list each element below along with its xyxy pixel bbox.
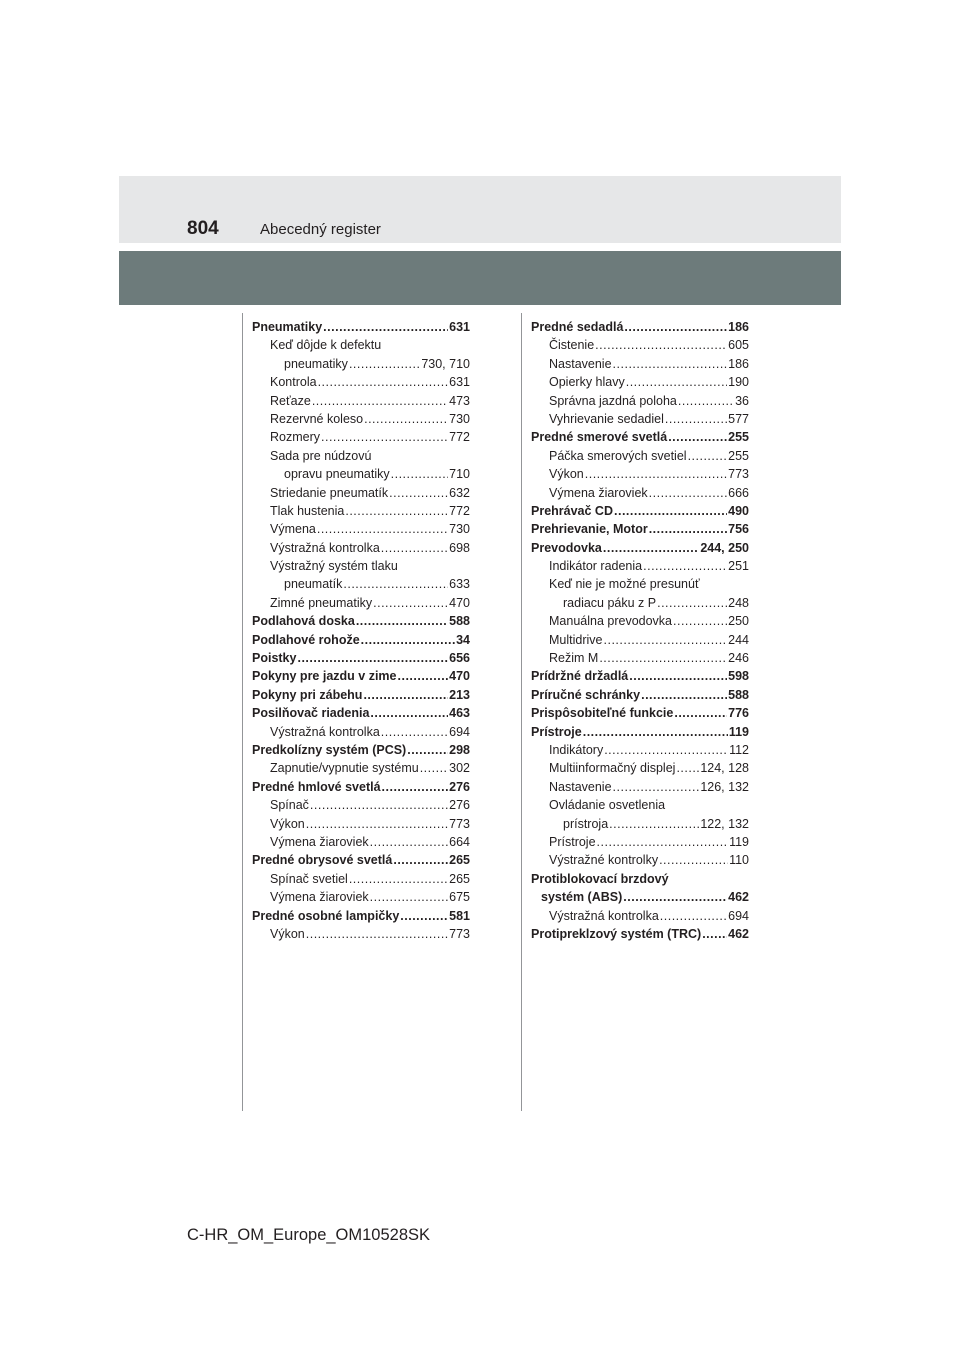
index-entry-term: Výkon	[270, 926, 305, 941]
index-entry-term: Spínač svetiel	[270, 871, 348, 886]
index-entry-leader	[398, 667, 449, 685]
index-entry-leader	[349, 870, 448, 888]
index-entry-page: 773	[449, 816, 470, 831]
index-entry-leader	[657, 594, 727, 612]
index-entry-leader	[391, 465, 449, 483]
index-entry-term: Výmena	[270, 522, 316, 537]
index-entry-leader	[310, 796, 448, 814]
index-entry-page: 119	[729, 834, 749, 849]
index-entry	[252, 465, 470, 483]
index-entry-leader	[420, 759, 448, 777]
index-entry-term: Príručné schránky	[531, 687, 641, 702]
index-entry-page: 119	[728, 724, 749, 739]
index-entry	[531, 520, 749, 538]
index-entry	[252, 778, 470, 796]
index-entry-term: Výmena žiaroviek	[270, 890, 369, 905]
index-entry	[252, 649, 470, 667]
index-entry	[252, 796, 470, 814]
index-column-right	[531, 318, 749, 943]
index-entry-leader	[321, 428, 448, 446]
index-entry-leader	[649, 520, 727, 538]
index-entry-leader	[393, 851, 448, 869]
index-entry	[252, 484, 470, 502]
index-entry	[252, 336, 470, 354]
index-entry-leader	[626, 373, 727, 391]
index-entry-leader	[613, 355, 728, 373]
index-entry-leader	[345, 502, 448, 520]
index-entry	[531, 484, 749, 502]
index-entry	[252, 815, 470, 833]
index-entry-page: 698	[449, 540, 470, 555]
index-entry-term: Výstražný systém tlaku	[270, 559, 398, 574]
index-entry-leader	[361, 631, 455, 649]
index-entry-term: Reťaze	[270, 393, 311, 408]
index-entry-term: pneumatík	[284, 577, 343, 592]
index-entry-page: 675	[449, 890, 470, 905]
index-entry-page: 276	[449, 779, 470, 794]
index-entry	[252, 925, 470, 943]
index-entry-term: Indikátory	[549, 742, 604, 757]
index-entry-page: 251	[728, 559, 749, 574]
index-entry-leader	[389, 484, 448, 502]
index-entry	[531, 502, 749, 520]
index-entry-term: Sada pre núdzovú	[270, 448, 372, 463]
index-entry	[531, 410, 749, 428]
index-entry	[252, 667, 470, 685]
index-entry-leader	[349, 355, 420, 373]
index-entry-leader	[381, 723, 448, 741]
index-entry-leader	[370, 888, 448, 906]
index-entry	[252, 392, 470, 410]
index-entry-term: Multiinformačný displej	[549, 761, 676, 776]
index-entry	[252, 502, 470, 520]
index-entry-page: 110	[729, 853, 749, 868]
index-entry-page: 632	[449, 485, 470, 500]
index-entry-term: Rozmery	[270, 430, 321, 445]
index-entry-page: 34	[456, 632, 470, 647]
index-entry-leader	[613, 778, 700, 796]
index-entry-term: Výstražné kontrolky	[549, 853, 659, 868]
left-column-rule	[242, 313, 243, 1111]
index-entry-term: Režim M	[549, 651, 599, 666]
index-column-left	[252, 318, 470, 943]
index-entry	[252, 318, 470, 336]
index-entry-term: Zimné pneumatiky	[270, 595, 373, 610]
header-band	[119, 176, 841, 243]
index-entry-page: 581	[449, 908, 470, 923]
index-entry-page: 730	[449, 411, 470, 426]
index-entry-page: 255	[728, 430, 749, 445]
index-entry	[252, 557, 470, 575]
index-entry-leader	[599, 649, 727, 667]
index-entry	[252, 704, 470, 722]
index-entry-page: 666	[728, 485, 749, 500]
index-entry	[531, 723, 749, 741]
index-entry-term: Podlahová doska	[252, 614, 355, 629]
index-entry-leader	[614, 502, 727, 520]
index-entry-term: Nastavenie	[549, 356, 612, 371]
index-entry-term: Pneumatiky	[252, 320, 323, 334]
index-entry-leader	[688, 447, 728, 465]
section-title: Abecedný register	[260, 221, 381, 238]
index-entry-page: 664	[449, 834, 470, 849]
index-entry-page: 756	[728, 522, 749, 537]
index-entry-leader	[604, 741, 728, 759]
index-entry-page: 490	[728, 503, 749, 518]
index-entry	[531, 778, 749, 796]
index-entry	[531, 907, 749, 925]
index-entry	[531, 392, 749, 410]
index-entry-leader	[407, 741, 448, 759]
footer-doc-id: C-HR_OM_Europe_OM10528SK	[187, 1226, 431, 1244]
index-entry	[252, 612, 470, 630]
index-entry-leader	[370, 704, 448, 722]
index-entry-leader	[641, 686, 727, 704]
index-entry-page: 462	[728, 890, 749, 905]
index-entry-page: 36	[735, 393, 749, 408]
index-entry-page: 633	[449, 577, 470, 592]
index-entry-leader	[674, 704, 727, 722]
index-entry-leader	[364, 410, 448, 428]
index-entry-leader	[623, 888, 727, 906]
index-entry-page: 276	[449, 798, 470, 813]
index-entry	[531, 851, 749, 869]
index-entry	[252, 373, 470, 391]
index-entry-page: 710	[449, 467, 470, 482]
index-entry	[252, 907, 470, 925]
index-entry-leader	[624, 318, 727, 336]
index-entry-page: 605	[728, 338, 749, 353]
index-entry	[531, 539, 749, 557]
index-entry-page: 577	[728, 411, 749, 426]
index-entry-leader	[318, 373, 449, 391]
index-entry	[252, 741, 470, 759]
index-entry	[531, 925, 749, 943]
index-entry-leader	[583, 723, 728, 741]
index-entry-term: Predné hmlové svetlá	[252, 779, 381, 794]
index-entry	[531, 759, 749, 777]
index-entry-term: Prehrievanie, Motor	[531, 522, 648, 537]
index-entry-leader	[676, 759, 699, 777]
index-entry-page: 772	[449, 430, 470, 445]
index-entry-term: systém (ABS)	[541, 890, 623, 905]
index-entry-leader	[585, 465, 727, 483]
index-entry-page: 470	[449, 669, 470, 684]
index-entry	[252, 870, 470, 888]
index-entry-term: Tlak hustenia	[270, 503, 345, 518]
index-entry	[252, 888, 470, 906]
index-entry-page: 463	[449, 706, 470, 721]
index-entry	[252, 520, 470, 538]
index-entry-leader	[381, 539, 448, 557]
index-entry-page: 730	[449, 522, 470, 537]
index-entry	[531, 741, 749, 759]
index-entry	[531, 888, 749, 906]
index-entry	[252, 410, 470, 428]
index-entry	[531, 318, 749, 336]
index-entry-page: 776	[728, 706, 749, 721]
index-entry	[252, 686, 470, 704]
index-entry-page: 302	[449, 761, 470, 776]
index-entry	[252, 833, 470, 851]
index-entry-term: Zapnutie/vypnutie systému	[270, 761, 419, 776]
index-entry-term: prístroja	[563, 816, 609, 831]
index-entry-page: 473	[449, 393, 470, 408]
index-entry-leader	[649, 484, 727, 502]
index-entry-page: 631	[449, 375, 470, 390]
index-entry	[531, 557, 749, 575]
index-entry-term: Multidrive	[549, 632, 603, 647]
index-entry	[531, 594, 749, 612]
index-entry-term: Výmena žiaroviek	[549, 485, 648, 500]
index-entry	[531, 428, 749, 446]
index-entry-page: 265	[449, 853, 470, 868]
index-entry	[531, 336, 749, 354]
index-entry-leader	[609, 815, 699, 833]
index-entry-term: Pokyny pre jazdu v zime	[252, 669, 397, 684]
index-entry-term: Predkolízny systém (PCS)	[252, 742, 407, 757]
index-entry-term: Výmena žiaroviek	[270, 834, 369, 849]
index-entry-term: Protipreklzový systém (TRC)	[531, 926, 702, 941]
index-entry-page: 246	[728, 651, 749, 666]
index-entry-term: Prehrávač CD	[531, 503, 613, 518]
index-entry	[531, 870, 749, 888]
index-entry-leader	[317, 520, 448, 538]
index-entry-page: 244	[728, 632, 749, 647]
index-entry-page: 598	[728, 669, 749, 684]
index-entry-term: Protiblokovací brzdový	[531, 871, 669, 886]
index-entry-leader	[323, 318, 448, 336]
index-entry-leader	[702, 925, 727, 943]
index-entry-term: Keď dôjde k defektu	[270, 338, 382, 353]
index-entry-term: Kontrola	[270, 375, 317, 390]
index-entry-leader	[668, 428, 727, 446]
index-entry	[252, 539, 470, 557]
index-entry-term: Prevodovka	[531, 540, 602, 555]
index-entry-leader	[297, 649, 448, 667]
index-entry-page: 122, 132	[700, 816, 749, 831]
index-entry-term: Ovládanie osvetlenia	[549, 798, 666, 813]
index-entry-leader	[659, 851, 728, 869]
index-entry-term: Predné smerové svetlá	[531, 430, 668, 445]
index-entry-leader	[356, 612, 448, 630]
index-entry-term: Prispôsobiteľné funkcie	[531, 706, 674, 721]
index-entry-term: Výstražná kontrolka	[270, 724, 380, 739]
index-entry-term: Striedanie pneumatík	[270, 485, 389, 500]
index-entry	[531, 667, 749, 685]
index-entry-leader	[363, 686, 448, 704]
index-entry-page: 462	[728, 926, 749, 941]
index-entry	[252, 447, 470, 465]
index-entry-leader	[382, 778, 449, 796]
index-entry-page: 773	[728, 467, 749, 482]
index-entry-leader	[660, 907, 727, 925]
index-entry-leader	[678, 392, 734, 410]
index-entry	[531, 833, 749, 851]
index-entry	[252, 575, 470, 593]
index-entry	[531, 815, 749, 833]
index-entry-term: Správna jazdná poloha	[549, 393, 677, 408]
page-number: 804	[187, 218, 219, 239]
index-entry-page: 265	[449, 871, 470, 886]
index-entry-term: Opierky hlavy	[549, 375, 625, 390]
index-entry	[531, 575, 749, 593]
index-entry-page: 126, 132	[700, 779, 749, 794]
index-entry-page: 124, 128	[700, 761, 749, 776]
index-entry-page: 470	[449, 595, 470, 610]
index-entry-term: Predné sedadlá	[531, 320, 624, 334]
index-entry-leader	[604, 631, 728, 649]
index-entry-term: Rezervné koleso	[270, 411, 364, 426]
index-entry-leader	[306, 815, 448, 833]
index-entry-term: Prídržné držadlá	[531, 669, 629, 684]
index-entry-term: Indikátor radenia	[549, 559, 643, 574]
index-entry-leader	[597, 833, 729, 851]
index-entry	[531, 649, 749, 667]
index-entry	[252, 428, 470, 446]
index-entry-leader	[306, 925, 448, 943]
index-entry	[252, 594, 470, 612]
index-entry-page: 772	[449, 503, 470, 518]
index-entry-term: Nastavenie	[549, 779, 612, 794]
index-entry-leader	[595, 336, 727, 354]
index-entry-page: 588	[728, 687, 749, 702]
index-entry	[531, 796, 749, 814]
index-entry-term: Predné osobné lampičky	[252, 908, 400, 923]
index-entry-page: 694	[728, 908, 749, 923]
index-entry	[252, 723, 470, 741]
index-entry-leader	[343, 575, 448, 593]
index-entry-page: 248	[728, 595, 749, 610]
index-entry	[531, 704, 749, 722]
index-entry-term: Manuálna prevodovka	[549, 614, 672, 629]
index-entry-leader	[665, 410, 727, 428]
index-entry-term: pneumatiky	[284, 356, 348, 371]
index-entry	[252, 759, 470, 777]
index-entry-page: 631	[449, 320, 470, 334]
index-entry-leader	[629, 667, 727, 685]
index-entry-page: 190	[728, 375, 749, 390]
index-entry-page: 730, 710	[421, 356, 470, 371]
index-entry-term: Podlahové rohože	[252, 632, 360, 647]
index-entry-term: Vyhrievanie sedadiel	[549, 411, 664, 426]
index-entry	[531, 373, 749, 391]
index-entry-page: 588	[449, 614, 470, 629]
index-entry-term: Páčka smerových svetiel	[549, 448, 687, 463]
index-entry-term: Predné obrysové svetlá	[252, 853, 393, 868]
index-entry-leader	[373, 594, 448, 612]
index-entry-term: opravu pneumatiky	[284, 467, 390, 482]
index-entry	[531, 447, 749, 465]
right-column-rule	[521, 313, 522, 1111]
index-entry-leader	[643, 557, 727, 575]
index-entry	[531, 612, 749, 630]
index-entry	[531, 631, 749, 649]
index-entry-term: Spínač	[270, 798, 309, 813]
index-entry-term: Poistky	[252, 651, 297, 666]
index-entry-term: Výkon	[270, 816, 305, 831]
index-entry-term: Posilňovač riadenia	[252, 706, 370, 721]
index-entry	[531, 355, 749, 373]
index-entry-page: 298	[449, 742, 470, 757]
index-entry	[531, 465, 749, 483]
index-entry	[531, 686, 749, 704]
index-entry-term: Výstražná kontrolka	[549, 908, 659, 923]
index-entry-page: 773	[449, 926, 470, 941]
index-entry-leader	[312, 392, 448, 410]
index-entry-page: 250	[728, 614, 749, 629]
index-entry-page: 186	[728, 356, 749, 371]
index-entry-term: Pokyny pri zábehu	[252, 687, 363, 702]
index-entry-leader	[603, 539, 699, 557]
index-entry-page: 244, 250	[700, 540, 749, 555]
index-entry-term: Keď nie je možné presunúť	[549, 577, 700, 592]
index-entry-page: 255	[728, 448, 749, 463]
index-entry-leader	[400, 907, 448, 925]
index-entry	[252, 851, 470, 869]
index-entry-leader	[370, 833, 448, 851]
index-entry-leader	[673, 612, 727, 630]
index-entry-term: radiacu páku z P	[563, 595, 657, 610]
index-entry-page: 656	[449, 651, 470, 666]
index-entry-page: 186	[728, 320, 749, 334]
header-dark-band	[119, 251, 841, 305]
index-entry-term: Výstražná kontrolka	[270, 540, 380, 555]
index-entry-page: 694	[449, 724, 470, 739]
index-entry	[252, 355, 470, 373]
index-entry-page: 112	[729, 742, 749, 757]
index-entry-term: Prístroje	[549, 834, 596, 849]
index-entry-term: Prístroje	[531, 724, 582, 739]
index-entry-term: Výkon	[549, 467, 584, 482]
index-entry	[252, 631, 470, 649]
index-entry-term: Čistenie	[549, 338, 595, 353]
index-entry-page: 213	[449, 687, 470, 702]
